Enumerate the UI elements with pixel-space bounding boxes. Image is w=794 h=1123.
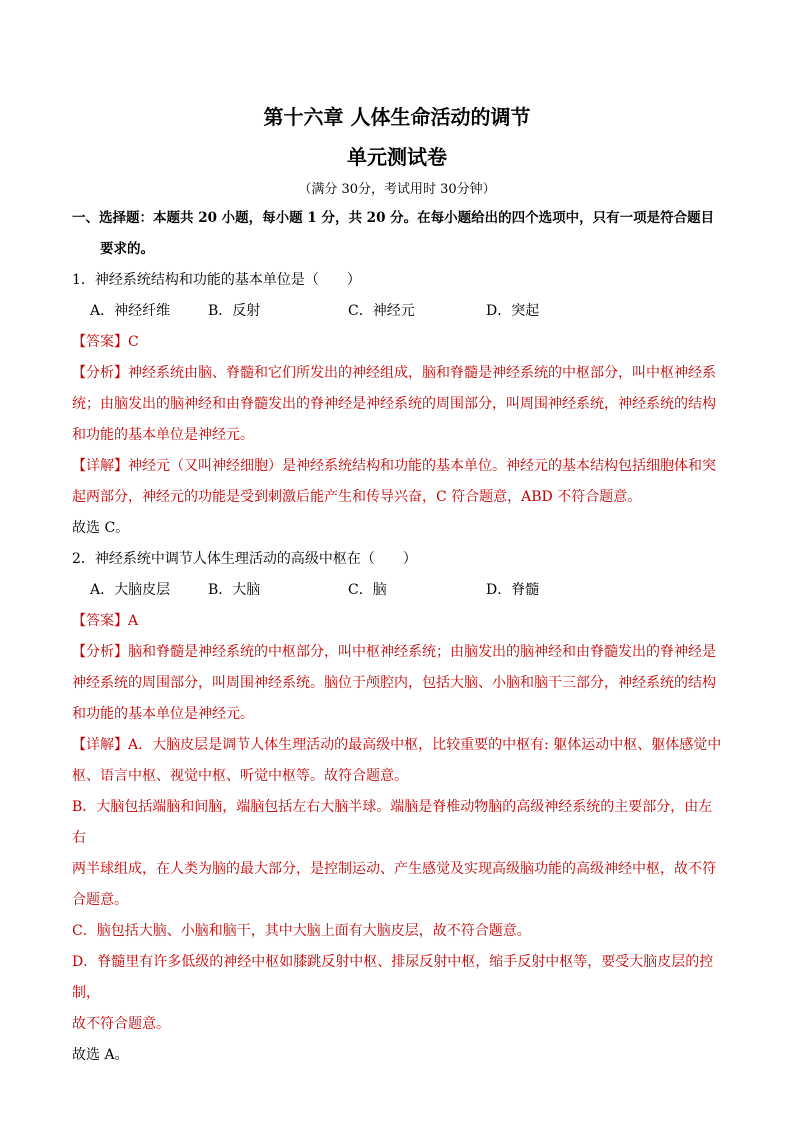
option-d: D．突起	[486, 303, 540, 319]
detail-line: 起两部分，神经元的功能是受到刺激后能产生和传导兴奋，C 符合题意，ABD 不符合题意。	[72, 489, 642, 505]
option-a: A．大脑皮层	[90, 582, 171, 598]
question-stem: 2．神经系统中调节人体生理活动的高级中枢在（ ）	[72, 551, 417, 567]
option-b: B．反射	[208, 303, 261, 319]
section-heading-line1: 一、选择题：本题共 20 小题，每小题 1 分，共 20 分。在每小题给出的四个选项中，只有一项是符合题目	[72, 210, 715, 226]
question-1	[72, 265, 722, 544]
detail-line: D．脊髓里有许多低级的神经中枢如膝跳反射中枢、排尿反射中枢，缩手反射中枢等，要受大脑皮层的控制，	[72, 954, 714, 1001]
option-b: B．大脑	[208, 582, 261, 598]
conclusion: 故选 A。	[72, 1047, 129, 1063]
option-c: C．神经元	[348, 303, 415, 319]
conclusion: 故选 C。	[72, 520, 130, 536]
detail-line: 神经元（又叫神经细胞）是神经系统结构和功能的基本单位。神经元的基本结构包括细胞体和突	[128, 458, 716, 474]
answer-line	[72, 606, 722, 637]
detail-line: 枢、语言中枢、视觉中枢、听觉中枢等。故符合题意。	[72, 768, 408, 784]
analysis-line: 和功能的基本单位是神经元。	[72, 706, 254, 722]
answer-value: C	[128, 334, 139, 350]
exam-info: （满分 30分，考试用时 30分钟）	[298, 182, 496, 197]
detail-line: C．脑包括大脑、小脑和脑干，其中大脑上面有大脑皮层，故不符合题意。	[72, 923, 531, 939]
question-stem: 1．神经系统结构和功能的基本单位是（ ）	[72, 272, 361, 288]
analysis-tag: 【分析】	[72, 365, 128, 381]
detail-tag: 【详解】	[72, 458, 128, 474]
detail-line: B．大脑包括端脑和间脑，端脑包括左右大脑半球。端脑是脊椎动物脑的高级神经系统的主要部分，由左右	[72, 799, 713, 846]
detail-line: A．大脑皮层是调节人体生理活动的最高级中枢，比较重要的中枢有: 躯体运动中枢、躯体感觉中	[128, 737, 722, 753]
detail-tag: 【详解】	[72, 737, 128, 753]
analysis-block	[72, 358, 722, 451]
section-heading	[72, 203, 722, 265]
analysis-line: 脑和脊髓是神经系统的中枢部分，叫中枢神经系统；由脑发出的脑神经和由脊髓发出的脊神经是	[128, 644, 716, 660]
detail-block	[72, 451, 722, 513]
question-options	[72, 575, 722, 606]
option-c: C．脑	[348, 582, 387, 598]
answer-tag: 【答案】	[72, 334, 128, 350]
page-subtitle: 单元测试卷	[347, 145, 447, 169]
analysis-tag: 【分析】	[72, 644, 128, 660]
analysis-line: 神经系统的周围部分，叫周围神经系统。脑位于颅腔内，包括大脑、小脑和脑干三部分，神经系统的结构	[72, 675, 716, 691]
analysis-line: 神经系统由脑、脊髓和它们所发出的神经组成，脑和脊髓是神经系统的中枢部分，叫中枢神经系	[128, 365, 716, 381]
answer-tag: 【答案】	[72, 613, 128, 629]
option-d: D．脊髓	[486, 582, 540, 598]
answer-value: A	[128, 613, 139, 629]
analysis-line: 统；由脑发出的脑神经和由脊髓发出的脊神经是神经系统的周围部分，叫周围神经系统，神经系统的结构	[72, 396, 716, 412]
page-title: 第十六章 人体生命活动的调节	[263, 105, 531, 129]
section-heading-line2: 要求的。	[100, 241, 154, 257]
question-2	[72, 544, 722, 1071]
option-a: A．神经纤维	[90, 303, 171, 319]
detail-block	[72, 730, 722, 1040]
detail-line: 两半球组成，在人类为脑的最大部分，是控制运动、产生感觉及实现高级脑功能的高级神经中枢，故不符	[72, 861, 716, 877]
question-options	[72, 296, 722, 327]
analysis-block	[72, 637, 722, 730]
document-page	[72, 100, 722, 1071]
answer-line	[72, 327, 722, 358]
analysis-line: 和功能的基本单位是神经元。	[72, 427, 254, 443]
detail-line: 故不符合题意。	[72, 1016, 170, 1032]
detail-line: 合题意。	[72, 892, 128, 908]
